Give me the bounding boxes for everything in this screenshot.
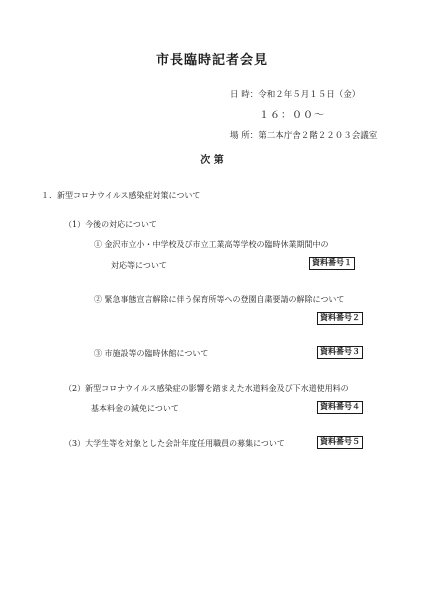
agenda-subitem-2-line1: （2）新型コロナウイルス感染症の影響を踏まえた水道料金及び下水道使用料の <box>64 384 349 393</box>
agenda-subitem-1: （1）今後の対応について <box>64 220 157 229</box>
document-number-badge-4: 資料番号４ <box>317 401 363 414</box>
agenda-heading: 次 第 <box>200 155 224 166</box>
agenda-subitem-2-line2: 基本料金の減免について <box>91 404 179 413</box>
document-number-badge-5: 資料番号５ <box>317 436 363 449</box>
meeting-date: 日 時：令和２年５月１５日（金） <box>230 90 361 100</box>
agenda-subitem-1-3: ③ 市施設等の臨時休館について <box>94 349 209 358</box>
agenda-subitem-1-2: ② 緊急事態宣言解除に伴う保育所等への登園自粛要請の解除について <box>94 295 345 304</box>
agenda-item-1: １．新型コロナウイルス感染症対策について <box>41 191 201 200</box>
agenda-subitem-1-1-line2: 対応等について <box>111 261 167 270</box>
agenda-subitem-3: （3）大学生等を対象とした会計年度任用職員の募集について <box>64 439 285 448</box>
document-number-badge-3: 資料番号３ <box>317 346 363 359</box>
document-number-badge-1: 資料番号１ <box>309 257 355 270</box>
document-number-badge-2: 資料番号２ <box>317 312 363 325</box>
page-title: 市長臨時記者会見 <box>155 53 268 68</box>
agenda-subitem-1-1-line1: ① 金沢市立小・中学校及び市立工業高等学校の臨時休業期間中の <box>94 240 329 249</box>
meeting-place: 場 所：第二本庁舎２階２２０３会議室 <box>230 131 378 141</box>
meeting-time: １６：００～ <box>259 110 325 121</box>
